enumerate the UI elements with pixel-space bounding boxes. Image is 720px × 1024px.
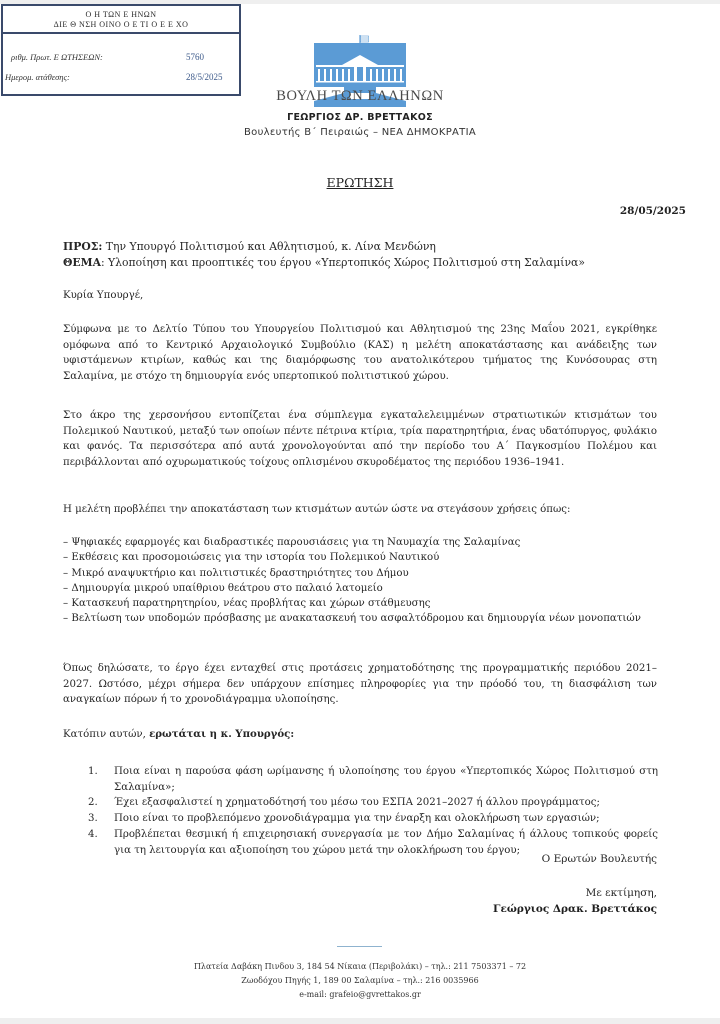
bottom-border (0, 1018, 720, 1024)
lead-in-bold: ερωτάται η κ. Υπουργός: (149, 728, 295, 740)
question-text: Προβλέπεται θεσμική ή επιχειρησιακή συνεργασία με τον Δήμο Σαλαμίνας ή άλλους τοπικούς φορείς για τη λειτουργία και αξιοποίηση του χώρου μετά την ολοκλήρωση του έργου; (114, 828, 658, 856)
question-text: Ποιο είναι το προβλεπόμενο χρονοδιάγραμμα για την έναρξη και ολοκλήρωση των εργασιών; (114, 813, 600, 825)
questions-lead-in (63, 727, 657, 743)
signature-name: Γεώργιος Δρακ. Βρεττάκος (493, 903, 657, 915)
stamp-header-line1: Ο Η ΤΩΝ Ε ΗΝΩΝ (85, 10, 157, 19)
protocol-number: 5760 (186, 52, 204, 62)
registry-stamp (1, 4, 241, 96)
footer-email[interactable]: e-mail: grafeio@gvrettakos.gr (299, 990, 421, 999)
signature-regards: Με εκτίμηση, (585, 887, 657, 899)
recipient-label: ΠΡΟΣ: (63, 240, 103, 253)
protocol-label: ριθμ. Πρωτ. Ε ΩΤΗΣΕΩΝ: (11, 52, 103, 62)
mp-name: ΓΕΩΡΓΙΟΣ ΔΡ. ΒΡΕΤΤΑΚΟΣ (287, 112, 433, 123)
subject-label: ΘΕΜΑ (63, 256, 101, 269)
paragraph-2: Στο άκρο της χερσονήσου εντοπίζεται ένα σύμπλεγμα εγκαταλελειμμένων στρατιωτικών κτισμάτων του Πολεμικού Ναυτικού, μεταξύ των οποίων πέντε πέτρινα κτίρια, τρία παρατηρητήρια, ένας υδατόπυργος, φυλάκιο και φανός. Τα περισσότερα από αυτά χρονολογούνται από την περίοδο του Α΄ Παγκοσμίου Πολέμου και περιβάλλονται από οχυρωματικούς τοίχους οπλισμένου σκυροδέματος της περιόδου 1936–1941. (63, 410, 657, 468)
question-item (88, 795, 658, 811)
list-item: – Ψηφιακές εφαρμογές και διαδραστικές παρουσιάσεις για τη Ναυμαχία της Σαλαμίνας (63, 537, 521, 548)
question-number: 3. (88, 813, 98, 825)
signature-role: Ο Ερωτών Βουλευτής (541, 853, 657, 865)
submission-date-label: Ημερομ. ατάθεσης: (5, 72, 70, 82)
list-item: – Κατασκευή παρατηρητηρίου, νέας προβλήτας και χώρων στάθμευσης (63, 598, 431, 610)
footer-office-nikaia: Πλατεία Δαβάκη Πινδου 3, 184 54 Νίκαια (Περιβολάκι) – τηλ.: 211 7503371 – 72 (193, 962, 527, 971)
stamp-header (3, 6, 239, 34)
footer-office-salamina: Ζωοδόχου Πηγής 1, 189 00 Σαλαμίνα – τηλ.: 216 0035966 (241, 976, 479, 985)
list-item: – Δημιουργία μικρού υπαίθριου θεάτρου στο παλαιό λατομείο (63, 582, 383, 594)
lead-in-text: Κατόπιν αυτών, (63, 729, 150, 740)
question-text: Έχει εξασφαλιστεί η χρηματοδότησή του μέσω του ΕΣΠΑ 2021–2027 ή άλλου προγράμματος; (114, 797, 600, 809)
stamp-header-line2: ΔΙΕ Θ ΝΣΗ ΟΙΝΟ Ο Ε ΤΙ Ο Ε Ε ΧΟ (53, 20, 189, 29)
list-item: – Εκθέσεις και προσομοιώσεις για την ιστορία του Πολεμικού Ναυτικού (63, 552, 440, 564)
uses-list (63, 535, 657, 627)
salutation: Κυρία Υπουργέ, (63, 290, 144, 301)
subject-line (63, 255, 657, 271)
footer-divider (337, 946, 382, 947)
question-number: 2. (88, 797, 98, 809)
paragraph-4: Όπως δηλώσατε, το έργο έχει ενταχθεί στις προτάσεις χρηματοδότησης της προγραμματικής περιόδου 2021–2027. Ωστόσο, μέχρι σήμερα δεν υπάρχουν επίσημες πληροφορίες για την πρόοδό του, τη διασφάλιση των αναγκαίων πόρων ή το χρονοδιάγραμμα υλοποίησης. (63, 663, 657, 706)
question-item (88, 764, 658, 795)
submission-date-value: 28/5/2025 (186, 72, 223, 82)
parliament-name: ΒΟΥΛΗ ΤΩΝ ΕΛΛΗΝΩΝ (276, 88, 444, 104)
question-number: 4. (88, 828, 98, 840)
document-date: 28/05/2025 (619, 205, 686, 217)
question-item (88, 811, 658, 827)
document-title: ΕΡΩΤΗΣΗ (326, 175, 394, 190)
question-text: Ποια είναι η παρούσα φάση ωρίμανσης ή υλοποίησης του έργου «Υπερτοπικός Χώρος Πολιτισμού στη Σαλαμίνα»; (114, 766, 658, 793)
questions-list (88, 764, 658, 858)
subject-value: : Υλοποίηση και προοπτικές του έργου «Υπερτοπικός Χώρος Πολιτισμού στη Σαλαμίνα» (100, 256, 585, 269)
list-item: – Βελτίωση των υποδομών πρόσβασης με ανακατασκευή του ασφαλτόδρομου και δημιουργία νέων μονοπατιών (63, 613, 641, 625)
mp-title: Βουλευτής Β΄ Πειραιώς – ΝΕΑ ΔΗΜΟΚΡΑΤΙΑ (244, 127, 476, 138)
paragraph-1: Σύμφωνα με το Δελτίο Τύπου του Υπουργείου Πολιτισμού και Αθλητισμού της 23ης Μαΐου 2021, εγκρίθηκε ομόφωνα από το Κεντρικό Αρχαιολογικό Συμβούλιο (ΚΑΣ) η μελέτη αποκατάστασης και ανάδειξης των υφιστάμενων κτιρίων, καθώς και της διαμόρφωσης του ανατολικότερου τμήματος της Κυνόσουρας στη Σαλαμίνα, με στόχο τη δημιουργία ενός υπερτοπικού πολιτιστικού χώρου. (63, 324, 657, 382)
paragraph-3: Η μελέτη προβλέπει την αποκατάσταση των κτισμάτων αυτών ώστε να στεγάσουν χρήσεις όπως: (63, 504, 571, 515)
recipient-value: Την Υπουργό Πολιτισμού και Αθλητισμού, κ. Λίνα Μενδώνη (102, 240, 436, 253)
list-item: – Μικρό αναψυκτήριο και πολιτιστικές δραστηριότητες του Δήμου (63, 567, 409, 579)
recipient-line (63, 239, 657, 255)
question-number: 1. (88, 766, 98, 777)
